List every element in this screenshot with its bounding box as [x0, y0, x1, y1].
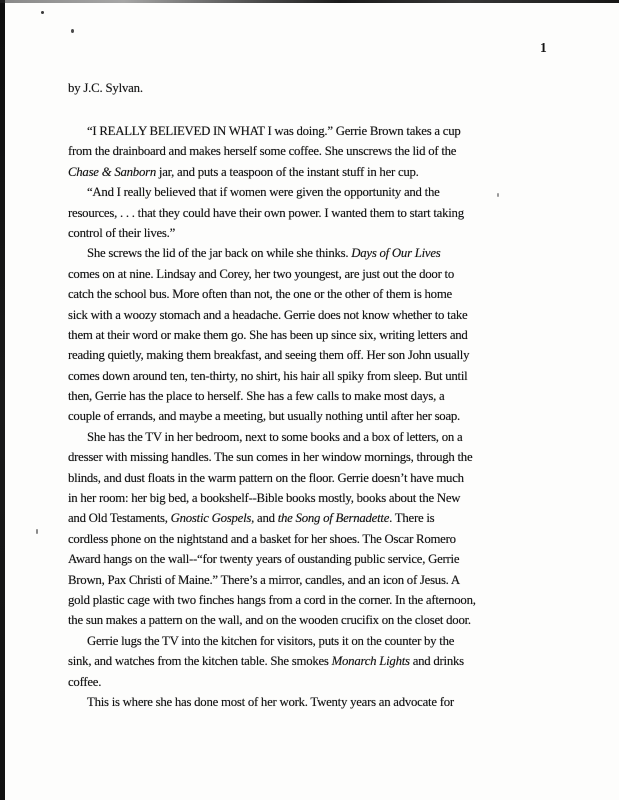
text-line — [68, 468, 510, 488]
italic-text-segment: Monarch Lights — [331, 654, 410, 669]
text-line — [68, 141, 510, 161]
text-line — [68, 386, 510, 406]
text-segment: catch the school bus. More often than not, the one or the other of them is home — [68, 287, 452, 302]
paragraph — [68, 182, 510, 243]
text-segment: resources, . . . that they could have their own power. I wanted them to start taking — [68, 205, 464, 220]
text-line — [68, 692, 510, 712]
paragraph — [68, 427, 510, 631]
text-line — [68, 366, 510, 386]
text-segment: from the drainboard and makes herself some coffee. She unscrews the lid of the — [68, 144, 457, 159]
italic-text-segment: Gnostic Gospels, — [170, 511, 255, 526]
text-segment: jar, and puts a teaspoon of the instant stuff in her cup. — [155, 164, 419, 179]
text-segment: and — [254, 511, 278, 526]
text-line — [68, 182, 510, 202]
text-segment: sick with a woozy stomach and a headache. Gerrie does not know whether to take — [68, 307, 468, 322]
text-segment: comes on at nine. Lindsay and Corey, her two youngest, are just out the door to — [68, 266, 454, 281]
scan-speck — [41, 11, 44, 14]
text-line — [68, 570, 510, 590]
text-line — [68, 203, 510, 223]
text-segment: cordless phone on the nightstand and a basket for her shoes. The Oscar Romero — [68, 531, 456, 546]
text-line — [68, 325, 510, 345]
italic-text-segment: Chase & Sanborn — [68, 164, 156, 179]
text-segment: them at their word or make them go. She has been up since six, writing letters and — [68, 327, 468, 342]
text-segment: and Old Testaments, — [68, 511, 171, 526]
text-line — [68, 427, 510, 447]
text-segment: . There is — [389, 511, 435, 526]
text-segment: and drinks — [409, 654, 464, 669]
text-segment: She has the TV in her bedroom, next to some books and a box of letters, on a — [87, 429, 463, 444]
text-line — [68, 406, 510, 426]
scan-speck — [71, 29, 74, 33]
scan-edge-top-line — [0, 0, 619, 3]
text-segment: control of their lives.” — [68, 225, 176, 240]
text-segment: then, Gerrie has the place to herself. She has a few calls to make most days, a — [68, 389, 445, 404]
text-line — [68, 305, 510, 325]
text-segment: couple of errands, and maybe a meeting, but usually nothing until after her soap. — [68, 409, 460, 424]
text-line — [68, 610, 510, 630]
text-line — [68, 549, 510, 569]
paragraph — [68, 631, 510, 692]
text-line — [68, 264, 510, 284]
text-segment: the sun makes a pattern on the wall, and on the wooden crucifix on the closet door. — [68, 613, 471, 628]
text-line — [68, 223, 510, 243]
text-segment: Gerrie lugs the TV into the kitchen for visitors, puts it on the counter by the — [87, 633, 455, 648]
paragraph — [68, 692, 510, 712]
text-line — [68, 488, 510, 508]
text-segment: gold plastic cage with two finches hangs from a cord in the corner. In the afternoon, — [68, 592, 476, 607]
scan-speck — [36, 529, 38, 534]
text-segment: Award hangs on the wall--“for twenty years of oustanding public service, Gerrie — [68, 552, 460, 567]
text-body — [68, 121, 510, 712]
text-segment: in her room: her big bed, a bookshelf--Bible books mostly, books about the New — [68, 491, 461, 506]
text-line — [68, 121, 510, 141]
text-line — [68, 284, 510, 304]
text-segment: Brown, Pax Christi of Maine.” There’s a mirror, candles, and an icon of Jesus. A — [68, 572, 460, 587]
text-segment: “And I really believed that if women were given the opportunity and the — [87, 185, 440, 200]
italic-text-segment: Days of Our Lives — [351, 246, 441, 261]
text-line — [68, 508, 510, 528]
text-segment: blinds, and dust floats in the warm pattern on the floor. Gerrie doesn’t have much — [68, 470, 464, 485]
text-segment: This is where she has done most of her work. Twenty years an advocate for — [87, 694, 454, 709]
text-segment: She screws the lid of the jar back on while she thinks. — [87, 246, 352, 261]
text-line — [68, 529, 510, 549]
paragraph — [68, 121, 510, 182]
scan-edge-left-bar — [0, 0, 5, 800]
text-line — [68, 631, 510, 651]
text-segment: coffee. — [68, 674, 102, 689]
text-segment: comes down around ten, ten-thirty, no shirt, his hair all spiky from sleep. But until — [68, 368, 468, 383]
text-line — [68, 447, 510, 467]
text-segment: dresser with missing handles. The sun comes in her window mornings, through the — [68, 450, 473, 465]
text-line — [68, 345, 510, 365]
text-line — [68, 162, 510, 182]
text-segment: reading quietly, making them breakfast, and seeing them off. Her son John usually — [68, 348, 470, 363]
paragraph — [68, 243, 510, 427]
text-line — [68, 590, 510, 610]
text-segment: sink, and watches from the kitchen table. She smokes — [68, 654, 332, 669]
byline: by J.C. Sylvan. — [68, 81, 143, 95]
page-number: 1 — [540, 40, 547, 55]
text-line — [68, 672, 510, 692]
text-segment: “I REALLY BELIEVED IN WHAT I was doing.” Gerrie Brown takes a cup — [87, 124, 461, 138]
italic-text-segment: the Song of Bernadette — [277, 511, 390, 526]
text-line — [68, 651, 510, 671]
text-line — [68, 243, 510, 263]
